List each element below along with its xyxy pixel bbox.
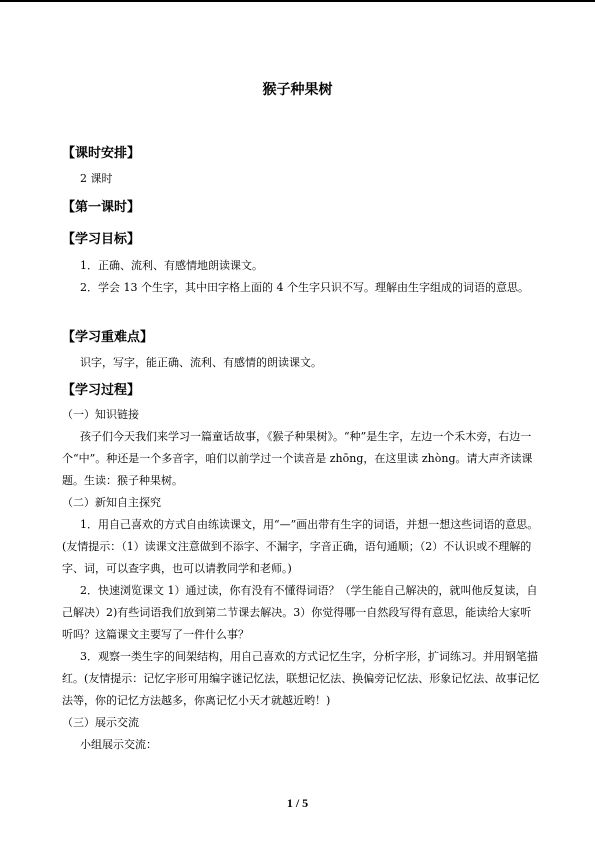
part1-title: （一）知识链接 bbox=[62, 408, 139, 421]
part2-item-1: 1．用自己喜欢的方式自由练读课文，用“—”画出带有生字的词语，并想一想这些词语的意思。(友情提示：（1）读课文注意做到不添字、不漏字，字音正确，语句通顺；（2）不认识或不理解的字、词，可以查字典，也可以请教同学和老师。) bbox=[62, 518, 539, 575]
page-number: 1 / 5 bbox=[286, 796, 309, 810]
schedule-heading: 【课时安排】 bbox=[62, 146, 141, 161]
key-points-heading: 【学习重难点】 bbox=[62, 330, 154, 345]
part2-item-3: 3．观察一类生字的间架结构，用自己喜欢的方式记忆生字，分析字形，扩词练习。并用钢笔描红。(友情提示：记忆字形可用编字谜记忆法，联想记忆法、换偏旁记忆法、形象记忆法、故事记忆法等，你的记忆方法越多，你离记忆小天才就越近哟！) bbox=[62, 650, 540, 707]
part3-title: （三）展示交流 bbox=[62, 716, 139, 729]
document-title: 猴子种果树 bbox=[262, 82, 333, 98]
schedule-text: 2 课时 bbox=[80, 172, 113, 185]
part2-title: （二）新知自主探究 bbox=[62, 496, 161, 509]
part3-text: 小组展示交流： bbox=[80, 738, 157, 751]
process-heading: 【学习过程】 bbox=[62, 383, 141, 398]
top-rule bbox=[0, 0, 595, 2]
key-points-text: 识字，写字，能正确、流利、有感情的朗读课文。 bbox=[80, 356, 322, 369]
first-lesson-heading: 【第一课时】 bbox=[62, 200, 141, 215]
part1-text: 孩子们今天我们来学习一篇童话故事，《猴子种果树》。“种”是生字，左边一个禾木旁，右边一个“中”。种还是一个多音字，咱们以前学过一个读音是 zhōng，在这里读 zhòng。请大声齐读课题。生读：猴子种果树。 bbox=[62, 430, 533, 487]
goal-2: 2．学会 13 个生字，其中田字格上面的 4 个生字只识不写。理解由生字组成的词语的意思。 bbox=[80, 281, 529, 294]
goals-heading: 【学习目标】 bbox=[62, 232, 141, 247]
goal-1: 1．正确、流利、有感情地朗读课文。 bbox=[80, 259, 263, 272]
part2-item-2: 2．快速浏览课文 1）通过读，你有没有不懂得词语？（学生能自己解决的，就叫他反复读，自己解决）2)有些词语我们放到第二节课去解决。3）你觉得哪一自然段写得有意思，能读给大家听听吗？这篇课文主要写了一件什么事？ bbox=[62, 584, 538, 641]
